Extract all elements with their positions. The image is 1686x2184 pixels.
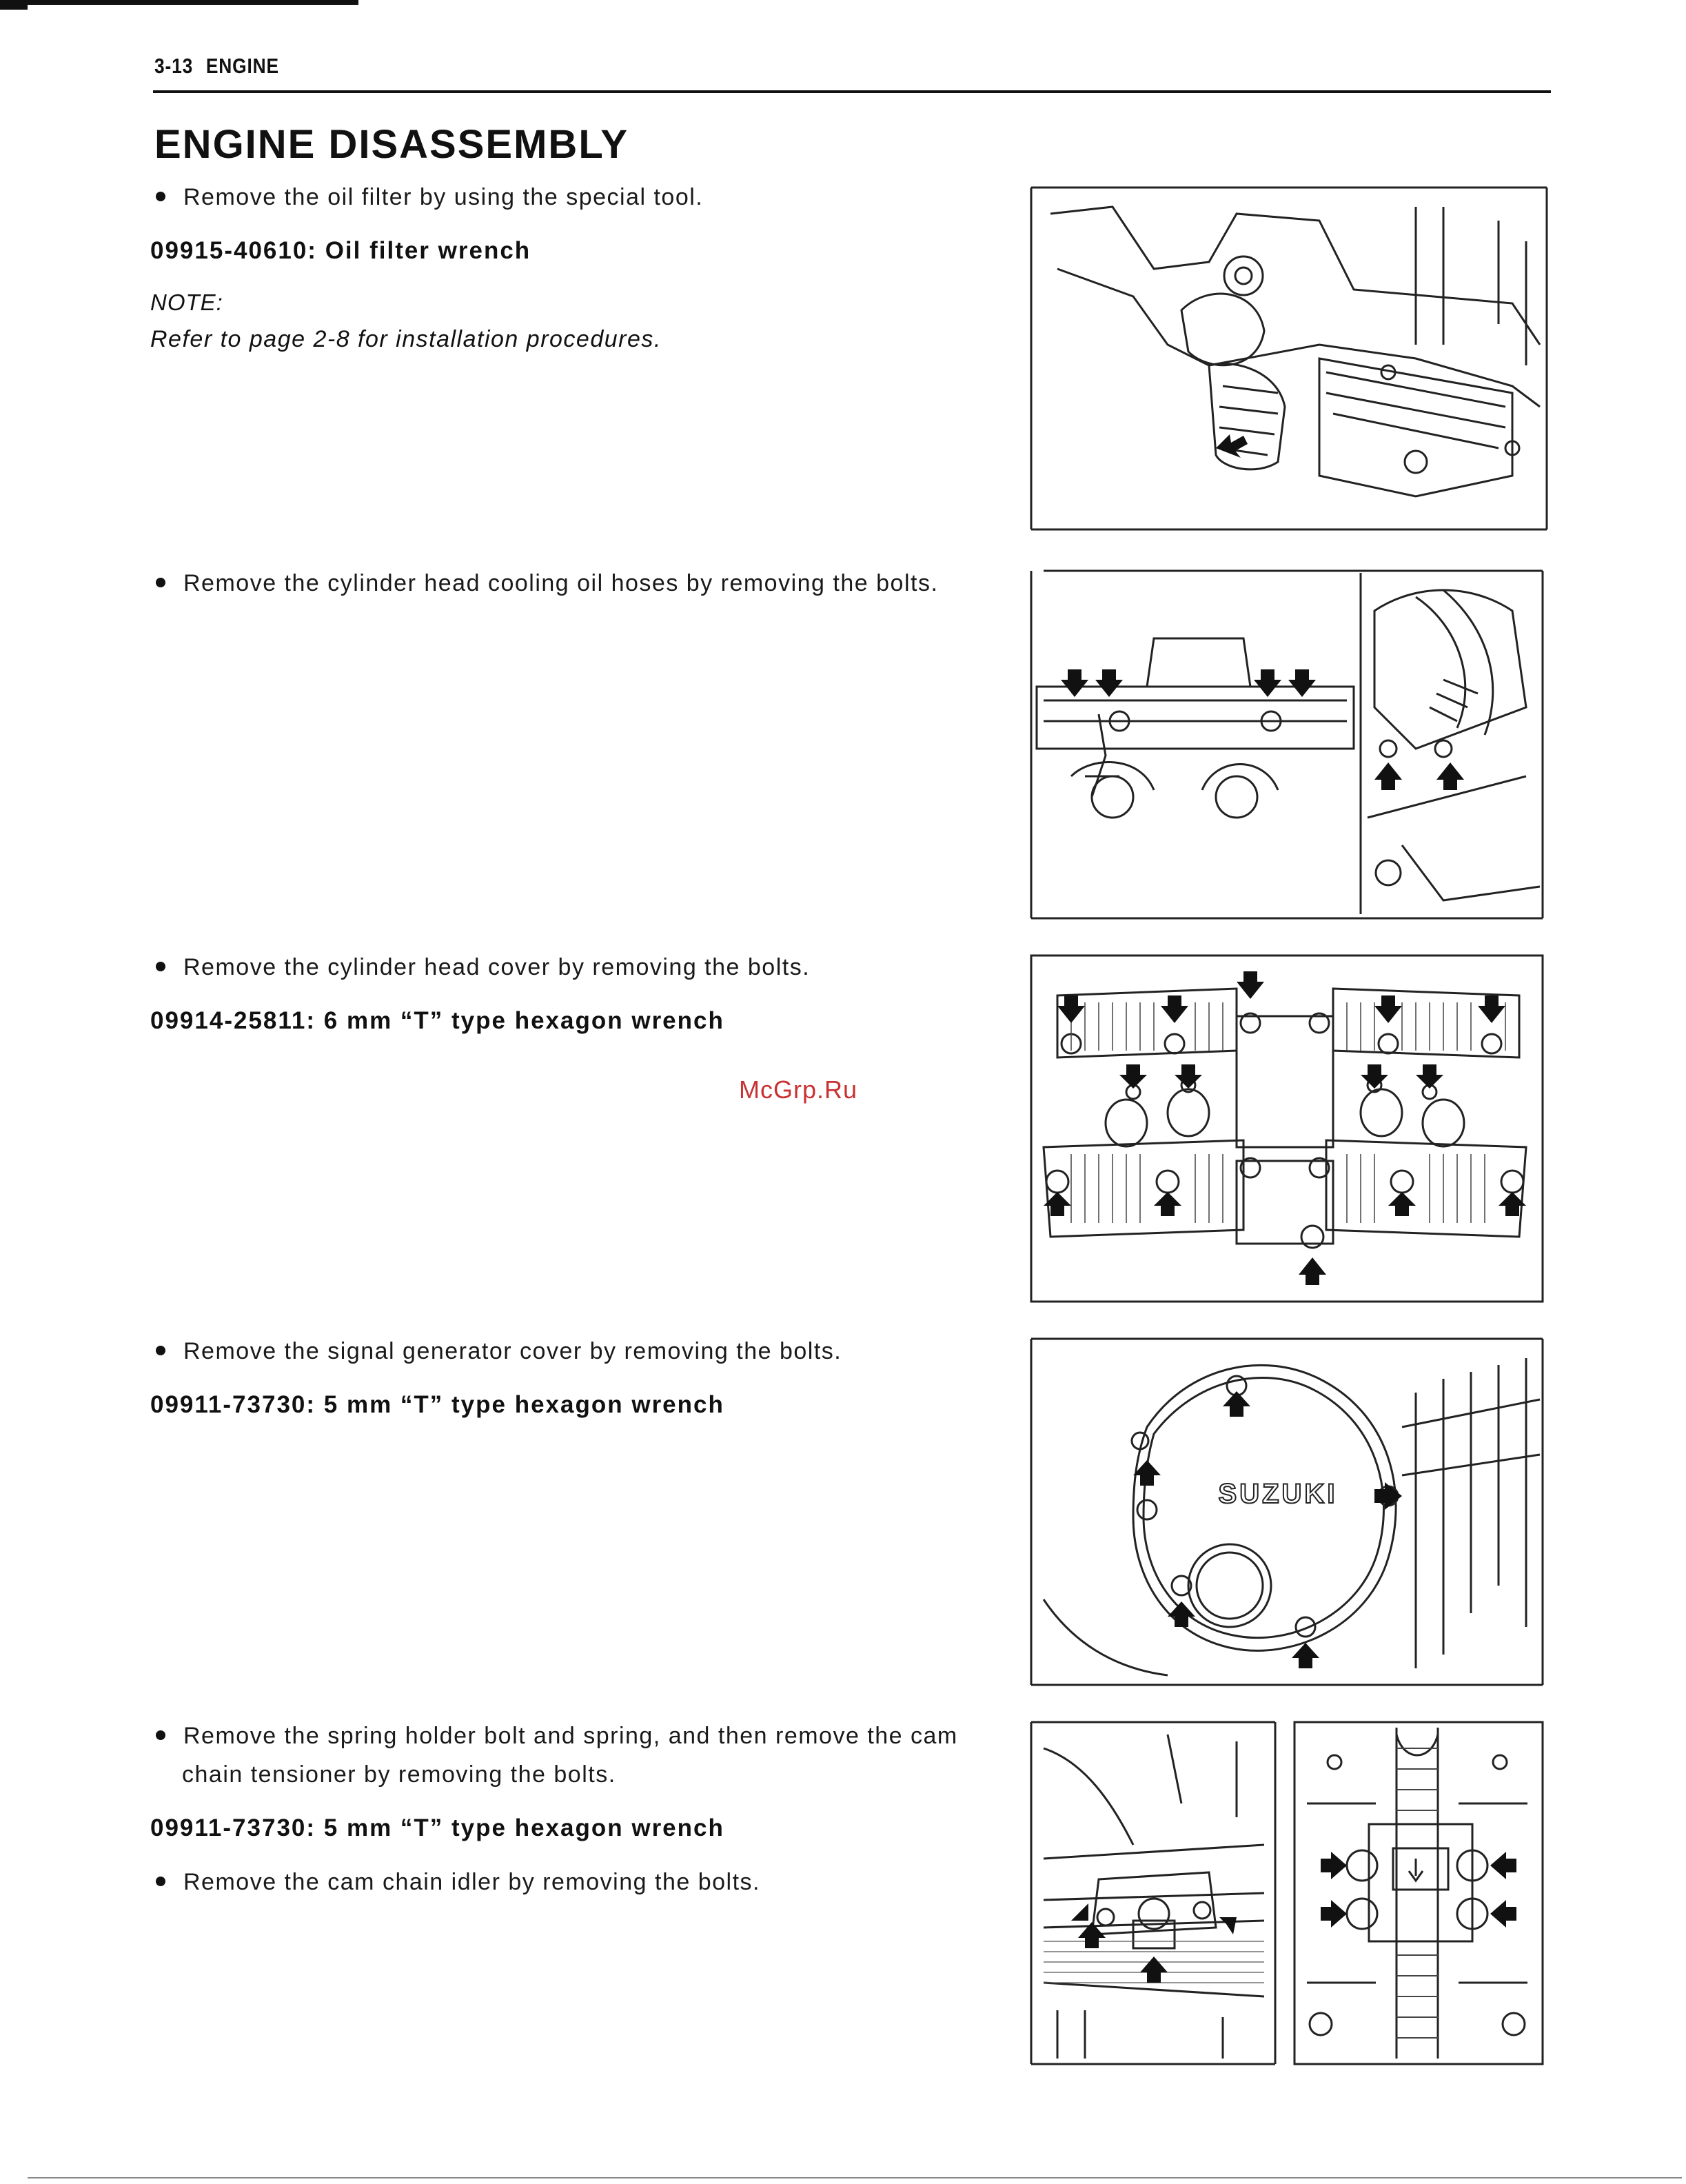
suzuki-logo: SUZUKI	[1218, 1479, 1338, 1509]
figure-oil-filter	[1030, 186, 1548, 531]
page-number: 3-13	[154, 54, 194, 78]
bullet-icon	[156, 578, 165, 587]
head-cover-illustration	[1030, 954, 1544, 1303]
cooling-hoses-illustration	[1030, 569, 1544, 920]
step-text: Remove the oil filter by using the special tool.	[150, 178, 988, 216]
bullet-icon	[156, 192, 165, 201]
figure-head-cover	[1030, 954, 1544, 1303]
figure-cam-chain-tensioner	[1030, 1721, 1277, 2065]
oil-filter-illustration	[1030, 186, 1548, 531]
watermark: McGrp.Ru	[739, 1075, 858, 1104]
step-cam-chain	[150, 1717, 995, 1901]
section-name: ENGINE	[205, 54, 279, 78]
step-cooling-hoses	[150, 564, 995, 603]
signal-cover-illustration	[1030, 1337, 1544, 1686]
arrow-icons	[1044, 971, 1526, 1285]
bullet-icon	[156, 1730, 165, 1740]
bullet-icon	[156, 1877, 165, 1886]
tool-reference: 09911-73730: 5 mm “T” type hexagon wrench	[150, 1814, 724, 1841]
step-text-2: Remove the cam chain idler by removing the bolts.	[150, 1863, 995, 1901]
bullet-icon	[156, 962, 165, 971]
arrow-icon	[1216, 434, 1248, 458]
bottom-rule	[28, 2177, 1682, 2178]
page-title: ENGINE DISASSEMBLY	[154, 122, 629, 167]
tool-reference: 09915-40610: Oil filter wrench	[150, 237, 531, 264]
step-signal-cover	[150, 1332, 988, 1424]
cam-chain-tensioner-illustration	[1030, 1721, 1277, 2065]
cam-chain-idler-illustration	[1293, 1721, 1544, 2065]
tool-reference: 09911-73730: 5 mm “T” type hexagon wrench	[150, 1391, 724, 1418]
figure-cam-chain-idler	[1293, 1721, 1544, 2065]
step-oil-filter	[150, 178, 988, 358]
tool-reference: 09914-25811: 6 mm “T” type hexagon wrench	[150, 1007, 724, 1034]
step-head-cover	[150, 948, 988, 1040]
corner-mark	[0, 0, 358, 5]
figure-cooling-hoses	[1030, 569, 1544, 920]
header-rule	[153, 90, 1551, 93]
note-label: NOTE:	[150, 290, 223, 315]
figure-signal-cover	[1030, 1337, 1544, 1686]
step-text: Remove the signal generator cover by removing the bolts.	[150, 1332, 988, 1371]
step-text: Remove the cylinder head cooling oil hoses by removing the bolts.	[150, 564, 995, 603]
bullet-icon	[156, 1346, 165, 1355]
step-text: Remove the cylinder head cover by removing the bolts.	[150, 948, 988, 987]
corner-mark-tab	[0, 0, 28, 10]
page-header	[154, 54, 279, 79]
step-text: Remove the spring holder bolt and spring, and then remove the cam chain tensioner by removing the bolts.	[150, 1717, 995, 1794]
note-text: Refer to page 2-8 for installation procedures.	[150, 326, 662, 352]
